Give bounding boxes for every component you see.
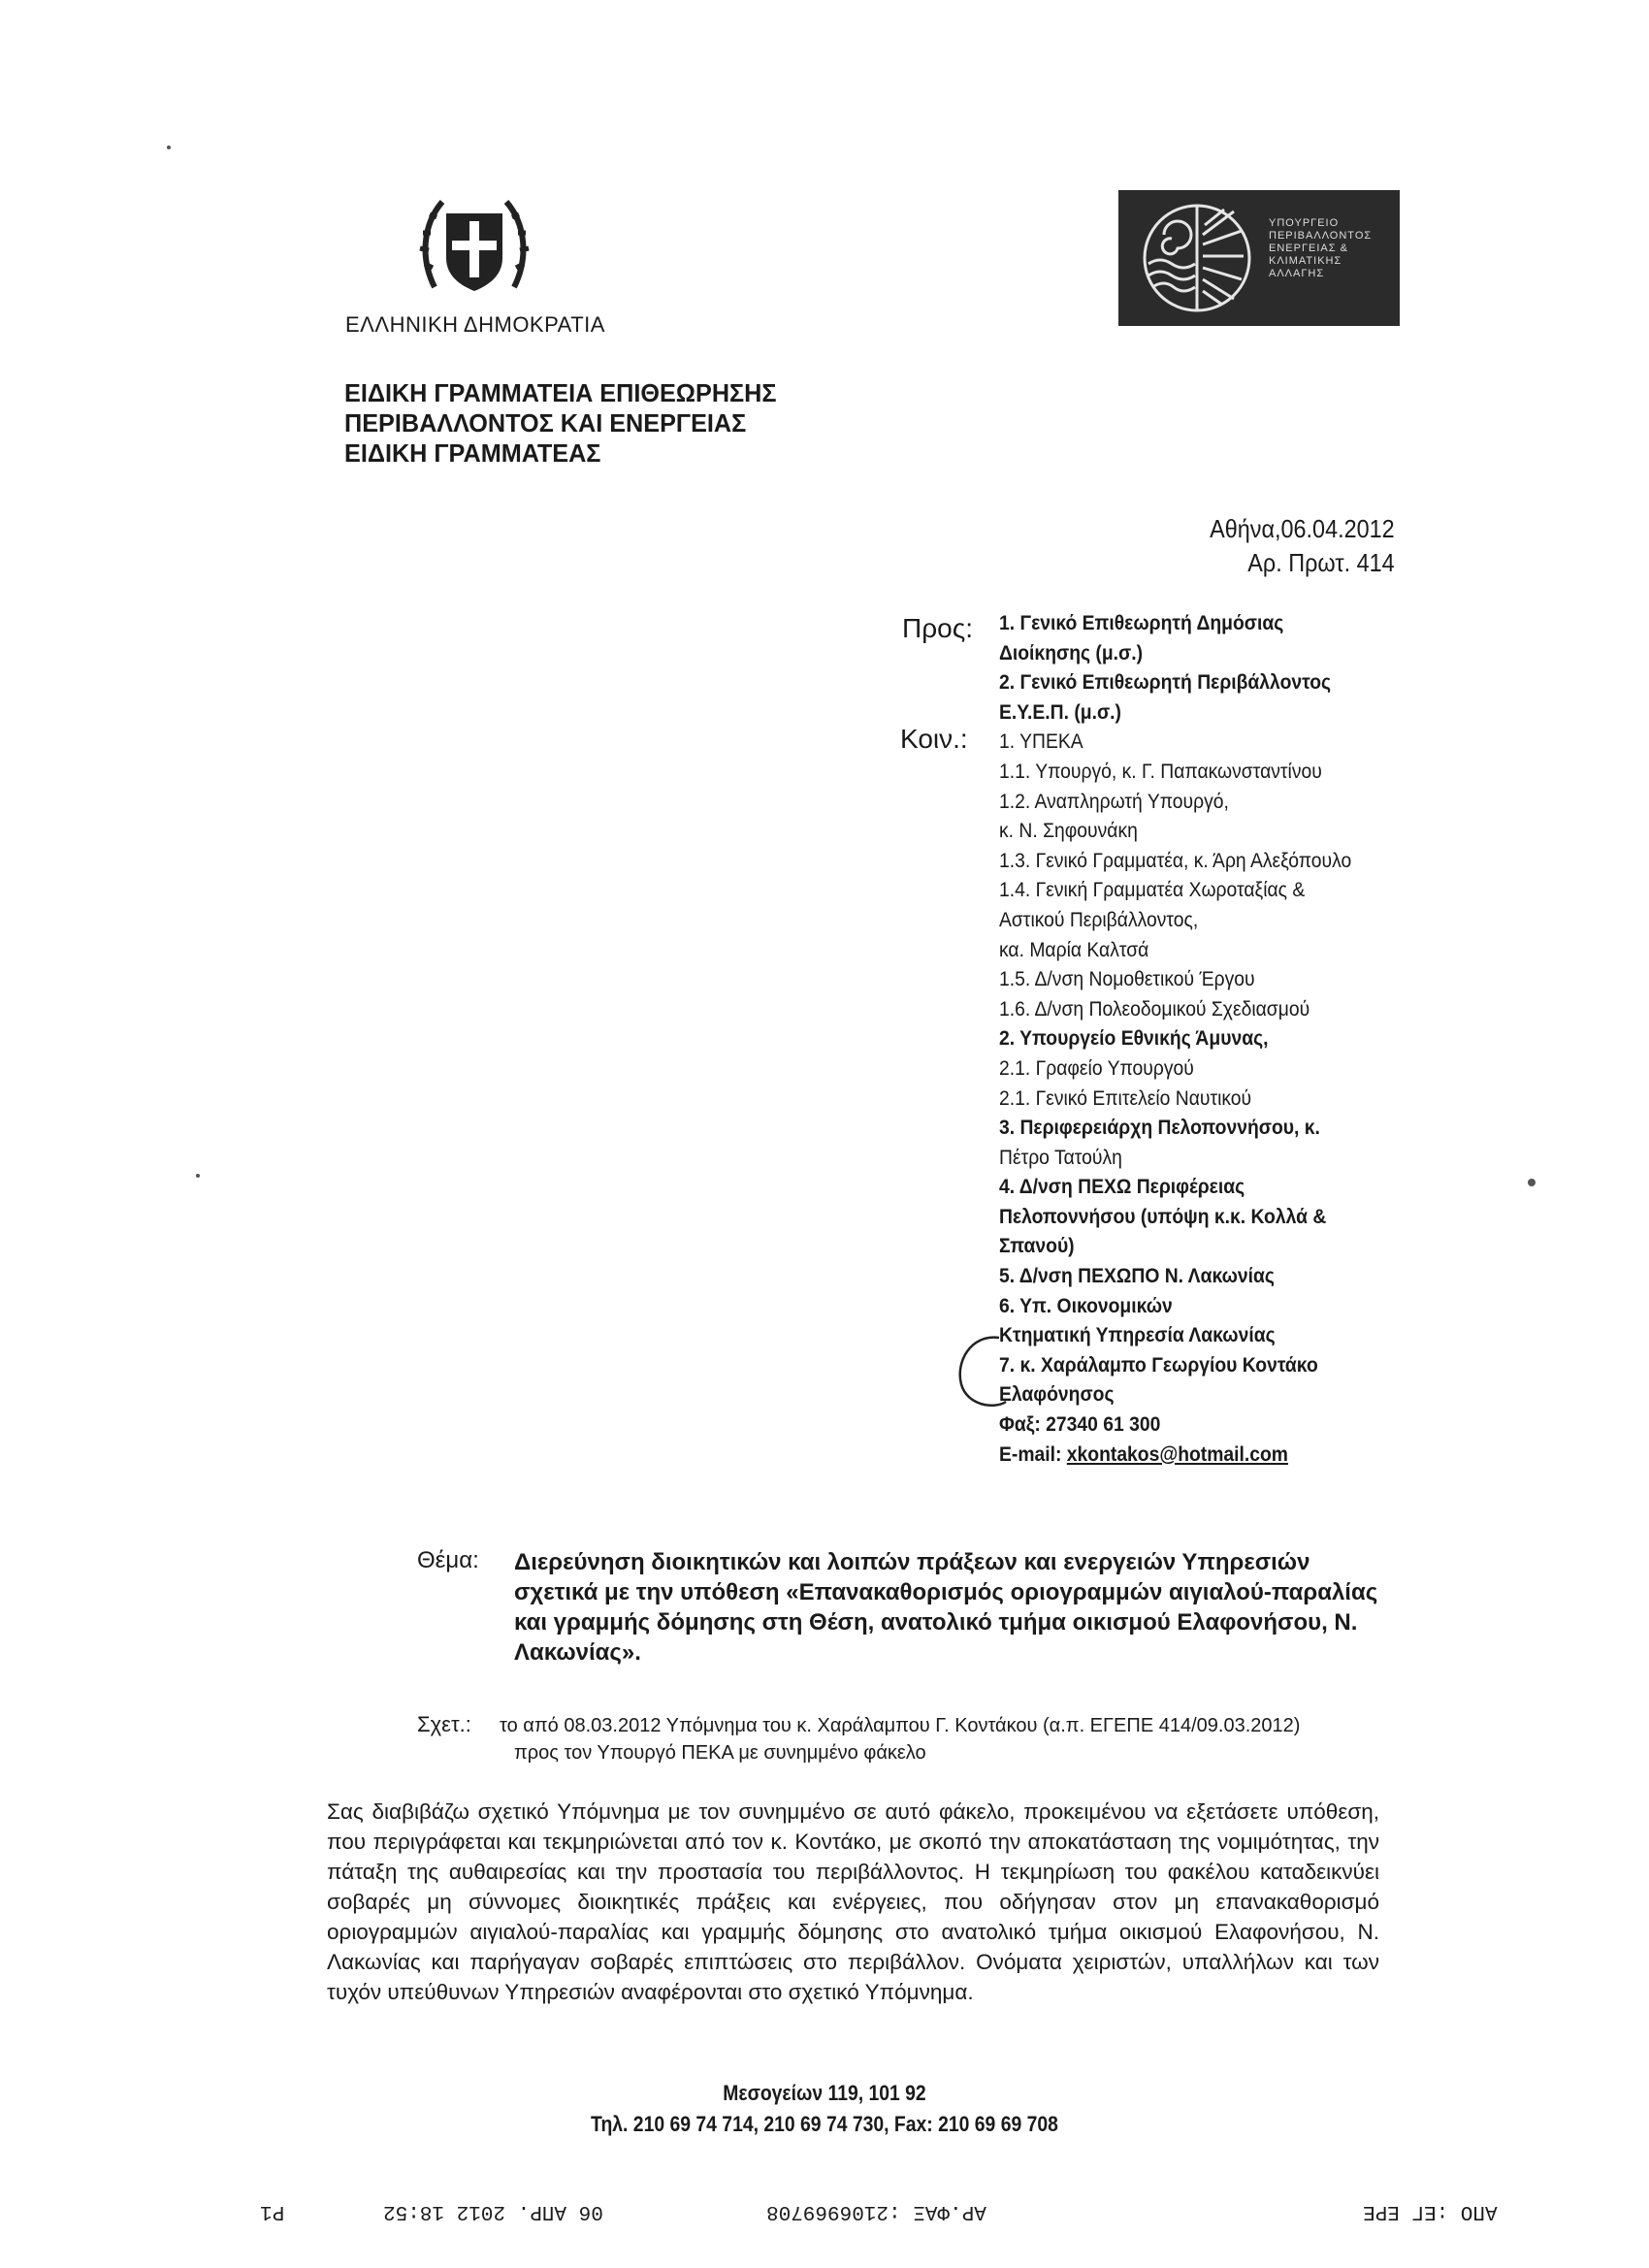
fax-number: ΑΡ.ΦΑΞ :2106969708 bbox=[766, 2200, 986, 2222]
recipient-line: κα. Μαρία Καλτσά bbox=[999, 938, 1149, 961]
recipient-line: 2. Υπουργείο Εθνικής Άμυνας, bbox=[999, 1027, 1269, 1051]
cc-label: Κοιν.: bbox=[900, 724, 968, 754]
fax-page: Ρ1 bbox=[260, 2200, 285, 2222]
recipient-line: κ. Ν. Σηφουνάκη bbox=[999, 820, 1138, 843]
recipient-line: Αστικού Περιβάλλοντος, bbox=[999, 908, 1199, 931]
to-label: Προς: bbox=[902, 613, 973, 643]
recipient-line: Διοίκησης (μ.σ.) bbox=[999, 641, 1144, 664]
recipient-line: 1.5. Δ/νση Νομοθετικού Έργου bbox=[999, 968, 1255, 991]
recipient-line: 1.3. Γενικό Γραμματέα, κ. Άρη Αλεξόπουλο bbox=[999, 849, 1352, 872]
reference-line: το από 08.03.2012 Υπόμνημα του κ. Χαράλαμπου Γ. Κοντάκου (α.π. ΕΓΕΠΕ 414/09.03.2012) bbox=[500, 1715, 1301, 1736]
recipient-line: 2. Γενικό Επιθεωρητή Περιβάλλοντος bbox=[999, 671, 1332, 695]
fax-date: 06 ΑΠΡ. 2012 18:52 bbox=[383, 2200, 603, 2222]
republic-label: ΕΛΛΗΝΙΚΗ ΔΗΜΟΚΡΑΤΙΑ bbox=[345, 312, 605, 337]
recipient-line: Κτηματική Υπηρεσία Λακωνίας bbox=[999, 1324, 1276, 1347]
recipient-line: Ελαφόνησος bbox=[999, 1383, 1115, 1407]
recipient-email-line bbox=[999, 1441, 1374, 1471]
recipient-line: 5. Δ/νση ΠΕΧΩΠΟ Ν. Λακωνίας bbox=[999, 1265, 1275, 1288]
recipient-line: 4. Δ/νση ΠΕΧΩ Περιφέρειας bbox=[999, 1176, 1245, 1199]
greek-coat-of-arms-icon bbox=[415, 190, 534, 308]
recipient-line: 1. Γενικό Επιθεωρητή Δημόσιας bbox=[999, 612, 1284, 634]
subject-label: Θέμα: bbox=[417, 1547, 479, 1573]
recipient-line: 2.1. Γραφείο Υπουργού bbox=[999, 1056, 1194, 1080]
recipient-line: 1.2. Αναπληρωτή Υπουργό, bbox=[999, 790, 1229, 813]
footer-phones: Τηλ. 210 69 74 714, 210 69 74 730, Fax: 210 69 69 708 bbox=[591, 2112, 1058, 2136]
recipient-line: 7. κ. Χαράλαμπο Γεωργίου Κοντάκο bbox=[999, 1353, 1318, 1377]
fax-sender: ΑΠΟ :ΕΓ ΕΡΕ bbox=[1363, 2200, 1498, 2222]
sun-sea-logo-icon bbox=[1135, 196, 1259, 320]
recipient-line: 1. ΥΠΕΚΑ bbox=[999, 730, 1083, 754]
recipient-line: 1.4. Γενική Γραμματέα Χωροταξίας & bbox=[999, 879, 1306, 902]
recipient-line: 3. Περιφερειάρχη Πελοποννήσου, κ. bbox=[999, 1117, 1320, 1140]
email-link[interactable]: xkontakos@hotmail.com bbox=[1066, 1442, 1288, 1466]
ministry-line: ΕΙΔΙΚΗ ΓΡΑΜΜΑΤΕΙΑ ΕΠΙΘΕΩΡΗΣΗΣ bbox=[344, 378, 777, 407]
recipient-line: Σπανού) bbox=[999, 1235, 1075, 1258]
protocol-number: Αρ. Πρωτ. 414 bbox=[1247, 548, 1395, 577]
recipients-list bbox=[999, 609, 1374, 1470]
reference-line: προς τον Υπουργό ΠΕΚΑ με συνημμένο φάκελο bbox=[514, 1742, 926, 1764]
scan-speck bbox=[167, 146, 171, 149]
ministry-line: ΠΕΡΙΒΑΛΛΟΝΤΟΣ ΚΑΙ ΕΝΕΡΓΕΙΑΣ bbox=[344, 408, 747, 437]
email-label: E-mail: bbox=[999, 1442, 1067, 1466]
recipient-line: 1.1. Υπουργό, κ. Γ. Παπακωνσταντίνου bbox=[999, 760, 1322, 783]
ministry-name bbox=[344, 378, 777, 469]
recipient-line: Πέτρο Τατούλη bbox=[999, 1146, 1122, 1169]
recipient-line: Φαξ: 27340 61 300 bbox=[999, 1413, 1161, 1437]
handwritten-circle-mark bbox=[955, 1334, 1023, 1411]
logo-text: ΥΠΟΥΡΓΕΙΟ ΠΕΡΙΒΑΛΛΟΝΤΟΣ ΕΝΕΡΓΕΙΑΣ & ΚΛΙΜΑΤΙΚΗΣ ΑΛΛΑΓΗΣ bbox=[1269, 217, 1373, 279]
reference-text bbox=[500, 1712, 1392, 1766]
subject-text: Διερεύνηση διοικητικών και λοιπών πράξεων και ενεργειών Υπηρεσιών σχετικά με την υπόθεση «Επανακαθορισμός οριογραμμών αιγιαλού-παραλίας και γραμμής δόμησης στη Θέση, ανατολικό τμήμα οικισμού Ελαφονήσου, Ν. Λακωνίας». bbox=[514, 1549, 1378, 1666]
scan-speck bbox=[1528, 1179, 1536, 1186]
date-block bbox=[1211, 512, 1395, 580]
recipient-line: 6. Υπ. Οικονομικών bbox=[999, 1294, 1173, 1317]
footer-address: Μεσογείων 119, 101 92 bbox=[723, 2081, 926, 2105]
letter-date: Αθήνα,06.04.2012 bbox=[1210, 514, 1395, 543]
scan-speck bbox=[196, 1174, 200, 1178]
letter-body: Σας διαβιβάζω σχετικό Υπόμνημα με τον συνημμένο σε αυτό φάκελο, προκειμένου να εξετάσετε υπόθεση, που περιγράφεται και τεκμηριώνεται από τον κ. Κοντάκο, με σκοπό την αποκατάσταση της νομιμότητας, την πάταξη της αυθαιρεσίας και την προστασία του περιβάλλοντος. Η τεκμηρίωση του φακέλου καταδεικνύει σοβαρές μη σύννομες διοικητικές πράξεις και ενέργειες, που οδήγησαν στον μη επανακαθορισμό οριογραμμών αιγιαλού-παραλίας και γραμμής δόμησης στο ανατολικό τμήμα οικισμού Ελαφονήσου, Ν. Λακωνίας και παρήγαγαν σοβαρές επιπτώσεις στο περιβάλλον. Ονόματα χειριστών, υπαλλήλων και των τυχόν υπεύθυνων Υπηρεσιών αναφέρονται στο σχετικό Υπόμνημα. bbox=[327, 1799, 1379, 2004]
recipient-line: 2.1. Γενικό Επιτελείο Ναυτικού bbox=[999, 1086, 1252, 1110]
recipient-line: 1.6. Δ/νση Πολεοδομικού Σχεδιασμού bbox=[999, 997, 1310, 1021]
recipient-line: Ε.Υ.Ε.Π. (μ.σ.) bbox=[999, 700, 1121, 724]
recipient-line: Πελοποννήσου (υπόψη κ.κ. Κολλά & bbox=[999, 1205, 1327, 1228]
ministry-line: ΕΙΔΙΚΗ ΓΡΑΜΜΑΤΕΑΣ bbox=[344, 438, 601, 468]
reference-label: Σχετ.: bbox=[417, 1712, 471, 1736]
